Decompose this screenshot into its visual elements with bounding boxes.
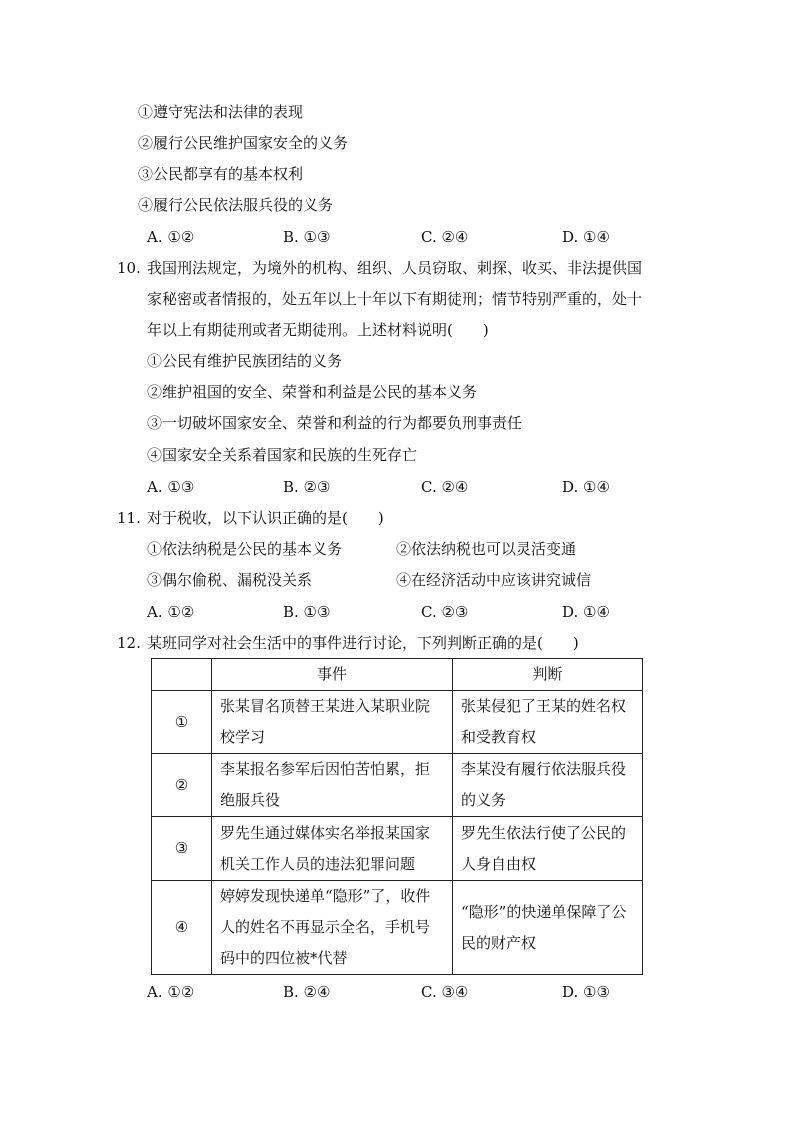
table-cell-judgment: 张某侵犯了王某的姓名权和受教育权	[453, 691, 643, 754]
q11-option-c: C. ②③	[421, 603, 469, 621]
table-cell-judgment: 罗先生依法行使了公民的人身自由权	[453, 817, 643, 881]
table-header-judgment: 判断	[453, 659, 643, 691]
table-cell-judgment: 李某没有履行依法服兵役的义务	[453, 754, 643, 817]
table-cell-event: 罗先生通过媒体实名举报某国家机关工作人员的违法犯罪问题	[212, 817, 453, 881]
q10-statement-4: ④国家安全关系着国家和民族的生死存亡	[147, 446, 418, 464]
q11-option-d: D. ①④	[562, 603, 610, 621]
q10-option-d: D. ①④	[562, 478, 610, 496]
q12-option-c: C. ③④	[421, 983, 469, 1001]
q9-statement-2: ②履行公民维护国家安全的义务	[138, 134, 349, 152]
table-cell-judgment: “隐形”的快递单保障了公民的财产权	[453, 881, 643, 975]
q9-statement-1: ①遵守宪法和法律的表现	[138, 103, 304, 121]
q11-statement-3: ③偶尔偷税、漏税没关系	[147, 571, 313, 589]
q11-option-b: B. ①③	[283, 603, 331, 621]
q12-number: 12.	[117, 634, 141, 652]
q9-option-d: D. ①④	[562, 228, 610, 246]
q12-table	[151, 658, 643, 975]
q12-stem: 某班同学对社会生活中的事件进行讨论，下列判断正确的是( )	[147, 634, 579, 652]
table-cell-num: ①	[152, 691, 212, 754]
table-cell-num: ②	[152, 754, 212, 817]
table-header-event: 事件	[212, 659, 453, 691]
q9-statement-4: ④履行公民依法服兵役的义务	[138, 196, 334, 214]
q9-option-b: B. ①③	[283, 228, 331, 246]
q11-number: 11.	[117, 509, 141, 527]
q10-statement-2: ②维护祖国的安全、荣誉和利益是公民的基本义务	[147, 383, 478, 401]
q12-option-a: A. ①②	[147, 983, 195, 1001]
q10-option-b: B. ②③	[283, 478, 331, 496]
q10-statement-3: ③一切破坏国家安全、荣誉和利益的行为都要负刑事责任	[147, 414, 523, 432]
table-row	[152, 881, 643, 975]
table-row	[152, 754, 643, 817]
q9-option-c: C. ②④	[421, 228, 469, 246]
q12-option-d: D. ①③	[562, 983, 610, 1001]
q9-option-a: A. ①②	[147, 228, 195, 246]
q11-option-a: A. ①②	[147, 603, 195, 621]
q11-statement-2: ②依法纳税也可以灵活变通	[396, 540, 577, 558]
q10-option-c: C. ②④	[421, 478, 469, 496]
q11-stem: 对于税收，以下认识正确的是( )	[147, 509, 384, 527]
q10-stem-line-2: 家秘密或者情报的，处五年以上十年以下有期徒刑；情节特别严重的，处十	[147, 290, 643, 308]
table-header-num	[152, 659, 212, 691]
q10-stem-line-3: 年以上有期徒刑或者无期徒刑。上述材料说明( )	[147, 321, 489, 339]
table-row	[152, 817, 643, 881]
q12-option-b: B. ②④	[283, 983, 331, 1001]
q11-statement-4: ④在经济活动中应该讲究诚信	[396, 571, 592, 589]
q10-option-a: A. ①③	[147, 478, 195, 496]
q10-stem-line-1: 我国刑法规定，为境外的机构、组织、人员窃取、刺探、收买、非法提供国	[147, 259, 643, 277]
table-cell-event: 李某报名参军后因怕苦怕累，拒绝服兵役	[212, 754, 453, 817]
table-row	[152, 691, 643, 754]
table-cell-event: 婷婷发现快递单“隐形”了，收件人的姓名不再显示全名，手机号码中的四位被*代替	[212, 881, 453, 975]
q9-statement-3: ③公民都享有的基本权利	[138, 165, 304, 183]
table-cell-num: ④	[152, 881, 212, 975]
q10-number: 10.	[117, 259, 141, 277]
table-cell-num: ③	[152, 817, 212, 881]
q11-statement-1: ①依法纳税是公民的基本义务	[147, 540, 343, 558]
table-cell-event: 张某冒名顶替王某进入某职业院校学习	[212, 691, 453, 754]
q10-statement-1: ①公民有维护民族团结的义务	[147, 352, 343, 370]
table-header-row	[152, 659, 643, 691]
